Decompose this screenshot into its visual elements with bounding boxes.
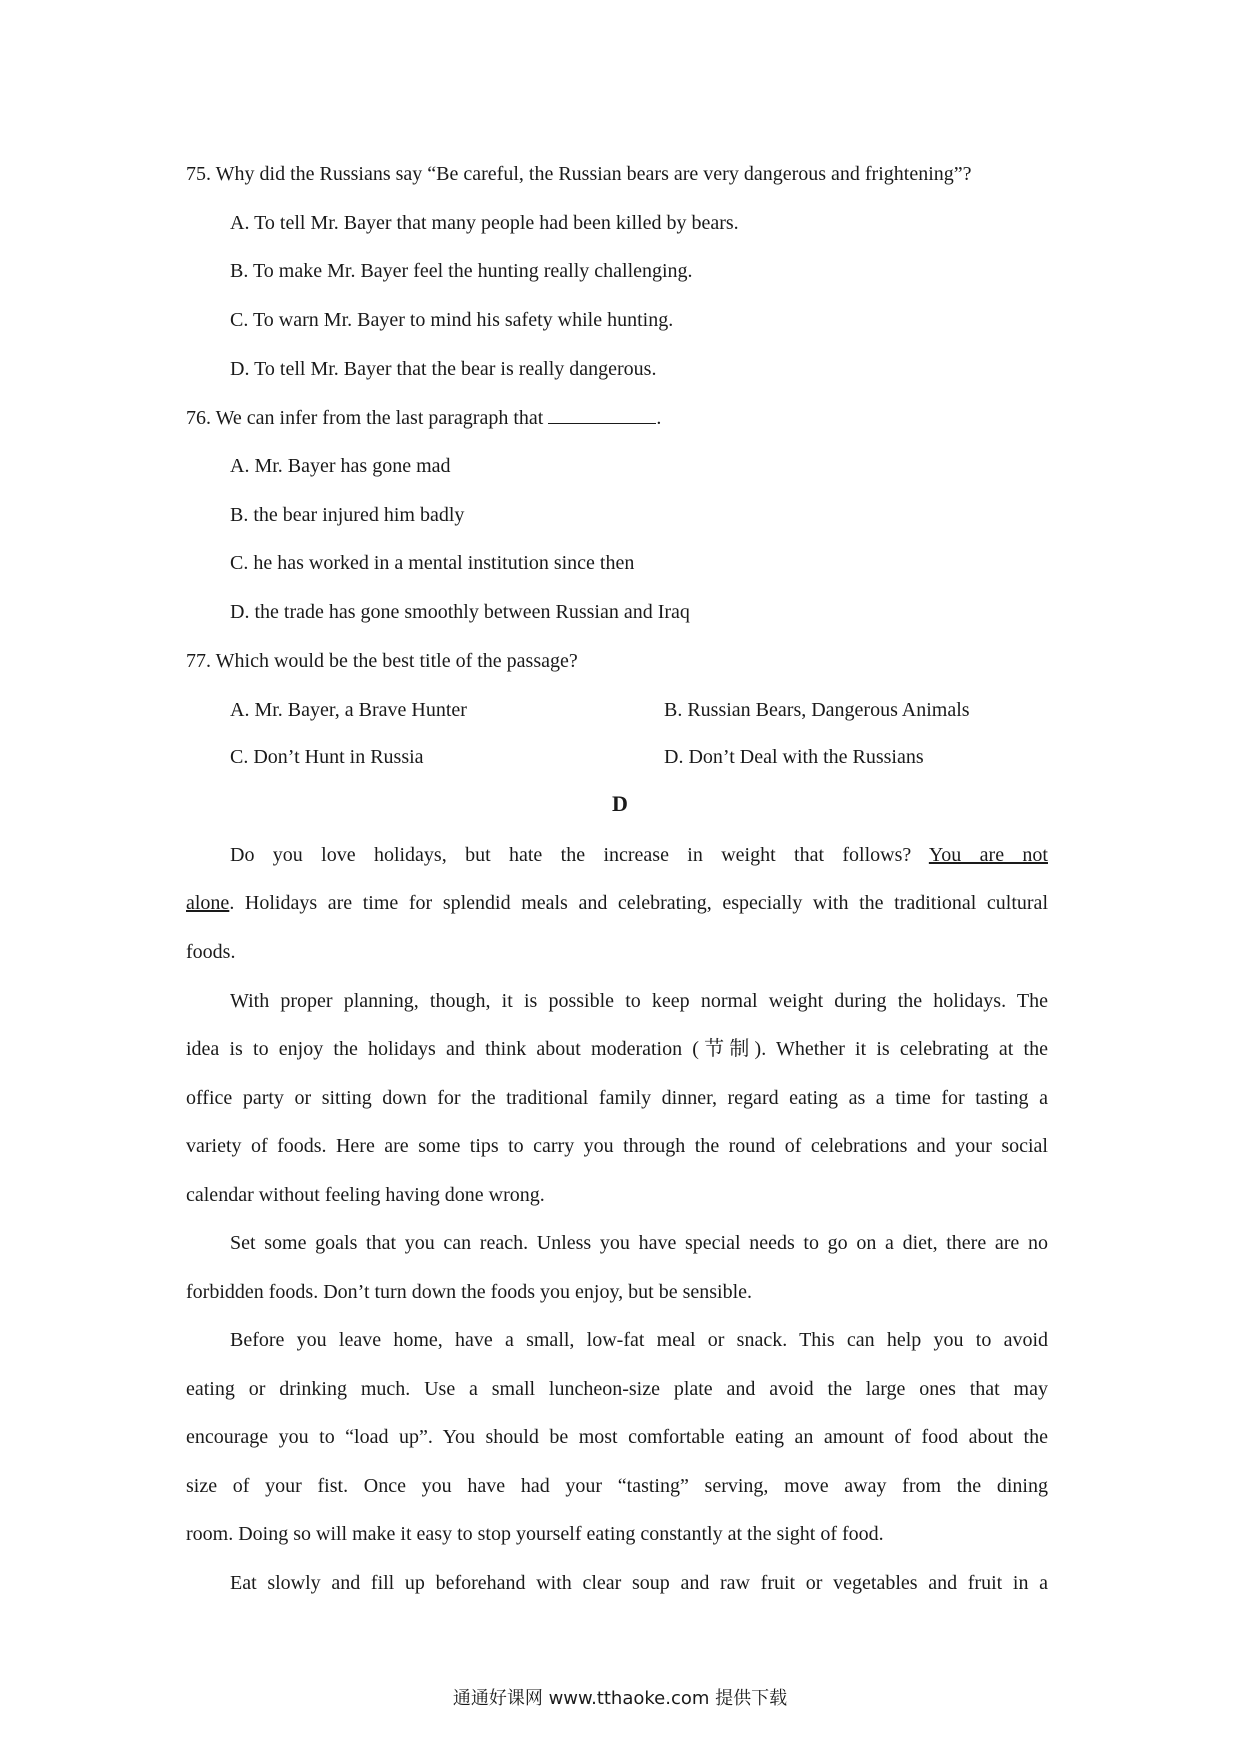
paragraph-2-line-2: idea is to enjoy the holidays and think about moderation (节制). Whether it is celebrating at the [186, 1038, 1048, 1060]
option-76-b [230, 502, 464, 528]
question-75 [186, 161, 972, 187]
paragraph-4-line-3: encourage you to “load up”. You should be most comfortable eating an amount of food about the [186, 1426, 1048, 1448]
option-75-b [230, 258, 693, 284]
paragraph-4-line-1: Before you leave home, have a small, low-fat meal or snack. This can help you to avoid [230, 1329, 1048, 1351]
paragraph-4-line-4: size of your fist. Once you have had your “tasting” serving, move away from the dining [186, 1475, 1048, 1497]
option-letter: C. [230, 746, 249, 768]
option-76-c [230, 550, 634, 576]
option-text: Don’t Deal with the Russians [688, 746, 924, 768]
underlined-text: You are not [928, 844, 1048, 866]
option-letter: B. [230, 504, 249, 526]
option-75-d [230, 356, 656, 382]
paragraph-4-line-2: eating or drinking much. Use a small luncheon-size plate and avoid the large ones that may [186, 1378, 1048, 1400]
paragraph-2-line-1: With proper planning, though, it is possible to keep normal weight during the holidays. The [230, 990, 1048, 1012]
option-text: Russian Bears, Dangerous Animals [687, 699, 970, 721]
question-stem-end: . [656, 407, 662, 429]
option-letter: B. [230, 260, 249, 282]
option-text: To tell Mr. Bayer that many people had been killed by bears. [254, 212, 739, 234]
option-letter: C. [230, 309, 249, 331]
option-text: Mr. Bayer, a Brave Hunter [254, 699, 467, 721]
option-77-a [230, 697, 467, 723]
question-number: 77. [186, 650, 211, 672]
option-text: the bear injured him badly [253, 504, 465, 526]
option-text: To make Mr. Bayer feel the hunting really challenging. [252, 260, 693, 282]
paragraph-1-line-2 [186, 890, 1048, 916]
option-letter: A. [230, 455, 250, 477]
option-76-d [230, 599, 690, 625]
question-number: 75. [186, 163, 211, 185]
text-run: Do you love holidays, but hate the increase in weight that follows? [230, 844, 912, 866]
answer-blank [548, 405, 656, 424]
paragraph-1-line-1 [230, 842, 1048, 868]
option-letter: D. [230, 601, 250, 623]
option-letter: D. [230, 358, 250, 380]
paragraph-2-line-3: office party or sitting down for the traditional family dinner, regard eating as a time for tasting a [186, 1087, 1048, 1109]
option-text: To warn Mr. Bayer to mind his safety while hunting. [252, 309, 674, 331]
question-stem: Why did the Russians say “Be careful, the Russian bears are very dangerous and frightening”? [215, 163, 972, 185]
section-title: D [612, 791, 628, 816]
option-text: the trade has gone smoothly between Russian and Iraq [254, 601, 690, 623]
question-number: 76. [186, 407, 211, 429]
question-77 [186, 648, 578, 674]
option-letter: D. [664, 746, 684, 768]
option-text: Don’t Hunt in Russia [253, 746, 424, 768]
option-77-c [230, 744, 424, 770]
question-stem: We can infer from the last paragraph that [215, 407, 544, 429]
option-text: To tell Mr. Bayer that the bear is really dangerous. [254, 358, 657, 380]
option-76-a [230, 453, 451, 479]
option-letter: A. [230, 212, 250, 234]
option-letter: C. [230, 552, 249, 574]
question-76 [186, 405, 661, 431]
paragraph-2-line-5: calendar without feeling having done wrong. [186, 1184, 545, 1206]
text-run: . Holidays are time for splendid meals and celebrating, especially with the traditional cultural [229, 892, 1048, 914]
paragraph-5-line-1: Eat slowly and fill up beforehand with clear soup and raw fruit or vegetables and fruit in a [230, 1572, 1048, 1594]
paragraph-1-line-3: foods. [186, 941, 236, 963]
page-footer: 通通好课网 www.tthaoke.com 提供下载 [452, 1688, 788, 1709]
question-stem: Which would be the best title of the passage? [215, 650, 578, 672]
option-77-b [664, 697, 970, 723]
paragraph-4-line-5: room. Doing so will make it easy to stop yourself eating constantly at the sight of food. [186, 1523, 884, 1545]
option-75-a [230, 210, 739, 236]
option-text: Mr. Bayer has gone mad [254, 455, 451, 477]
option-77-d [664, 744, 924, 770]
option-letter: B. [664, 699, 683, 721]
paragraph-2-line-4: variety of foods. Here are some tips to carry you through the round of celebrations and your social [186, 1135, 1048, 1157]
option-letter: A. [230, 699, 250, 721]
option-text: he has worked in a mental institution since then [253, 552, 635, 574]
option-75-c [230, 307, 673, 333]
underlined-text: alone [186, 892, 230, 914]
paragraph-3-line-2: forbidden foods. Don’t turn down the foods you enjoy, but be sensible. [186, 1281, 753, 1303]
paragraph-3-line-1: Set some goals that you can reach. Unless you have special needs to go on a diet, there are no [230, 1232, 1048, 1254]
